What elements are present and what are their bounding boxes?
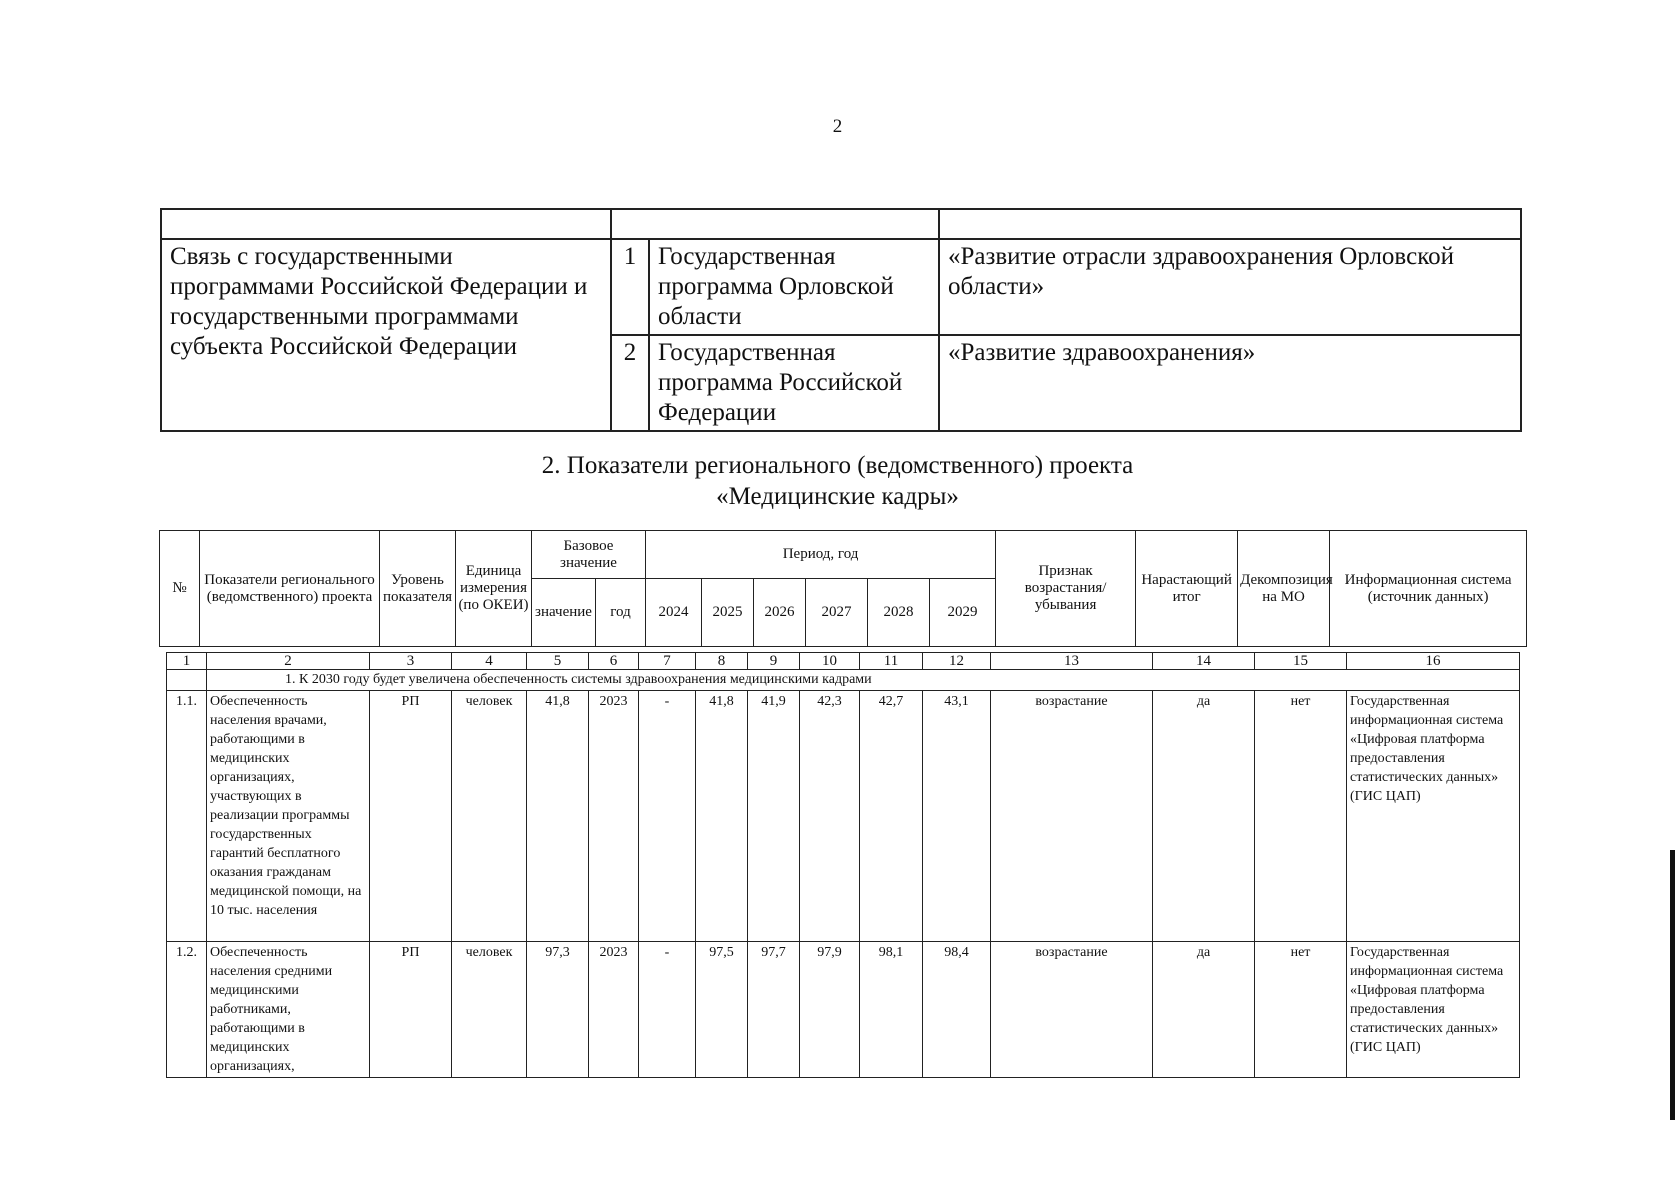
row-indicator-name: Обеспеченность населения врачами, работающими в медицинских организациях, участвующих в реализации программы государственных гарантий бесплатного оказания гражданам медицинской помощи, на 10 тыс. населения [207, 691, 370, 942]
indicators-body-table [166, 652, 1520, 1078]
header-decomposition: Декомпозиция на МО [1238, 531, 1330, 647]
column-numbers-row [167, 653, 1520, 670]
header-cumulative: Нарастающий итог [1136, 531, 1238, 647]
column-number: 2 [207, 653, 370, 670]
program-link-row-1 [161, 239, 1521, 335]
section-title-line2: «Медицинские кадры» [716, 483, 959, 510]
row-unit: человек [452, 691, 527, 942]
column-number: 4 [452, 653, 527, 670]
column-number: 8 [696, 653, 748, 670]
column-number: 13 [991, 653, 1153, 670]
header-period: Период, год [646, 531, 996, 579]
row-unit: человек [452, 942, 527, 1078]
row-base-year: 2023 [589, 942, 639, 1078]
header-source: Информационная система (источник данных) [1330, 531, 1527, 647]
row-value-2029: 43,1 [923, 691, 991, 942]
row-value-2025: 41,8 [696, 691, 748, 942]
program-name: «Развитие здравоохранения» [939, 335, 1521, 431]
section-title [0, 450, 1675, 512]
header-indicator: Показатели регионального (ведомственного) проекта [200, 531, 380, 647]
row-base-value: 97,3 [527, 942, 589, 1078]
row-value-2029: 98,4 [923, 942, 991, 1078]
header-base-year: год [596, 579, 646, 647]
table-row [167, 942, 1520, 1078]
header-year: 2028 [868, 579, 930, 647]
program-num: 1 [611, 239, 649, 335]
row-source: Государственная информационная система «Цифровая платформа предоставления статистических данных» (ГИС ЦАП) [1347, 691, 1520, 942]
row-source: Государственная информационная система «Цифровая платформа предоставления статистических данных» (ГИС ЦАП) [1347, 942, 1520, 1078]
row-value-2028: 42,7 [860, 691, 923, 942]
group-title: 1. К 2030 году будет увеличена обеспеченность системы здравоохранения медицинскими кадрами [207, 670, 1520, 691]
header-sign: Признак возрастания/ убывания [996, 531, 1136, 647]
header-year: 2026 [754, 579, 806, 647]
indicators-header-table [159, 530, 1527, 647]
column-number: 15 [1255, 653, 1347, 670]
page-number: 2 [832, 116, 843, 137]
table-row [167, 691, 1520, 942]
column-number: 10 [800, 653, 860, 670]
column-number: 6 [589, 653, 639, 670]
row-value-2028: 98,1 [860, 942, 923, 1078]
header-year: 2029 [930, 579, 996, 647]
row-value-2026: 97,7 [748, 942, 800, 1078]
row-no: 1.2. [167, 942, 207, 1078]
column-number: 16 [1347, 653, 1520, 670]
blank-row [161, 209, 1521, 239]
header-no: № [160, 531, 200, 647]
column-number: 3 [370, 653, 452, 670]
column-number: 7 [639, 653, 696, 670]
row-value-2025: 97,5 [696, 942, 748, 1078]
header-base-value: значение [532, 579, 596, 647]
row-value-2026: 41,9 [748, 691, 800, 942]
program-name: «Развитие отрасли здравоохранения Орловской области» [939, 239, 1521, 335]
header-base: Базовое значение [532, 531, 646, 579]
header-level: Уровень показателя [380, 531, 456, 647]
column-number: 9 [748, 653, 800, 670]
scan-edge-mark [1670, 850, 1675, 1120]
column-number: 14 [1153, 653, 1255, 670]
row-cumulative: да [1153, 942, 1255, 1078]
row-no: 1.1. [167, 691, 207, 942]
program-links-label: Связь с государственными программами Российской Федерации и государственными программами субъекта Российской Федерации [161, 239, 611, 431]
row-value-2024: - [639, 691, 696, 942]
program-type: Государственная программа Орловской области [649, 239, 939, 335]
program-type: Государственная программа Российской Федерации [649, 335, 939, 431]
row-value-2024: - [639, 942, 696, 1078]
row-value-2027: 97,9 [800, 942, 860, 1078]
row-sign: возрастание [991, 942, 1153, 1078]
header-unit: Единица измерения (по ОКЕИ) [456, 531, 532, 647]
row-level: РП [370, 691, 452, 942]
row-sign: возрастание [991, 691, 1153, 942]
header-year: 2027 [806, 579, 868, 647]
column-number: 5 [527, 653, 589, 670]
column-number: 11 [860, 653, 923, 670]
row-decomposition: нет [1255, 691, 1347, 942]
header-year: 2025 [702, 579, 754, 647]
column-number: 12 [923, 653, 991, 670]
row-indicator-name: Обеспеченность населения средними медицинскими работниками, работающими в медицинских организациях, [207, 942, 370, 1078]
header-year: 2024 [646, 579, 702, 647]
group-row [167, 670, 1520, 691]
row-decomposition: нет [1255, 942, 1347, 1078]
section-title-line1: 2. Показатели регионального (ведомственного) проекта [541, 452, 1134, 479]
column-number: 1 [167, 653, 207, 670]
row-base-value: 41,8 [527, 691, 589, 942]
row-value-2027: 42,3 [800, 691, 860, 942]
program-links-table [160, 208, 1522, 432]
row-cumulative: да [1153, 691, 1255, 942]
row-base-year: 2023 [589, 691, 639, 942]
row-level: РП [370, 942, 452, 1078]
program-num: 2 [611, 335, 649, 431]
